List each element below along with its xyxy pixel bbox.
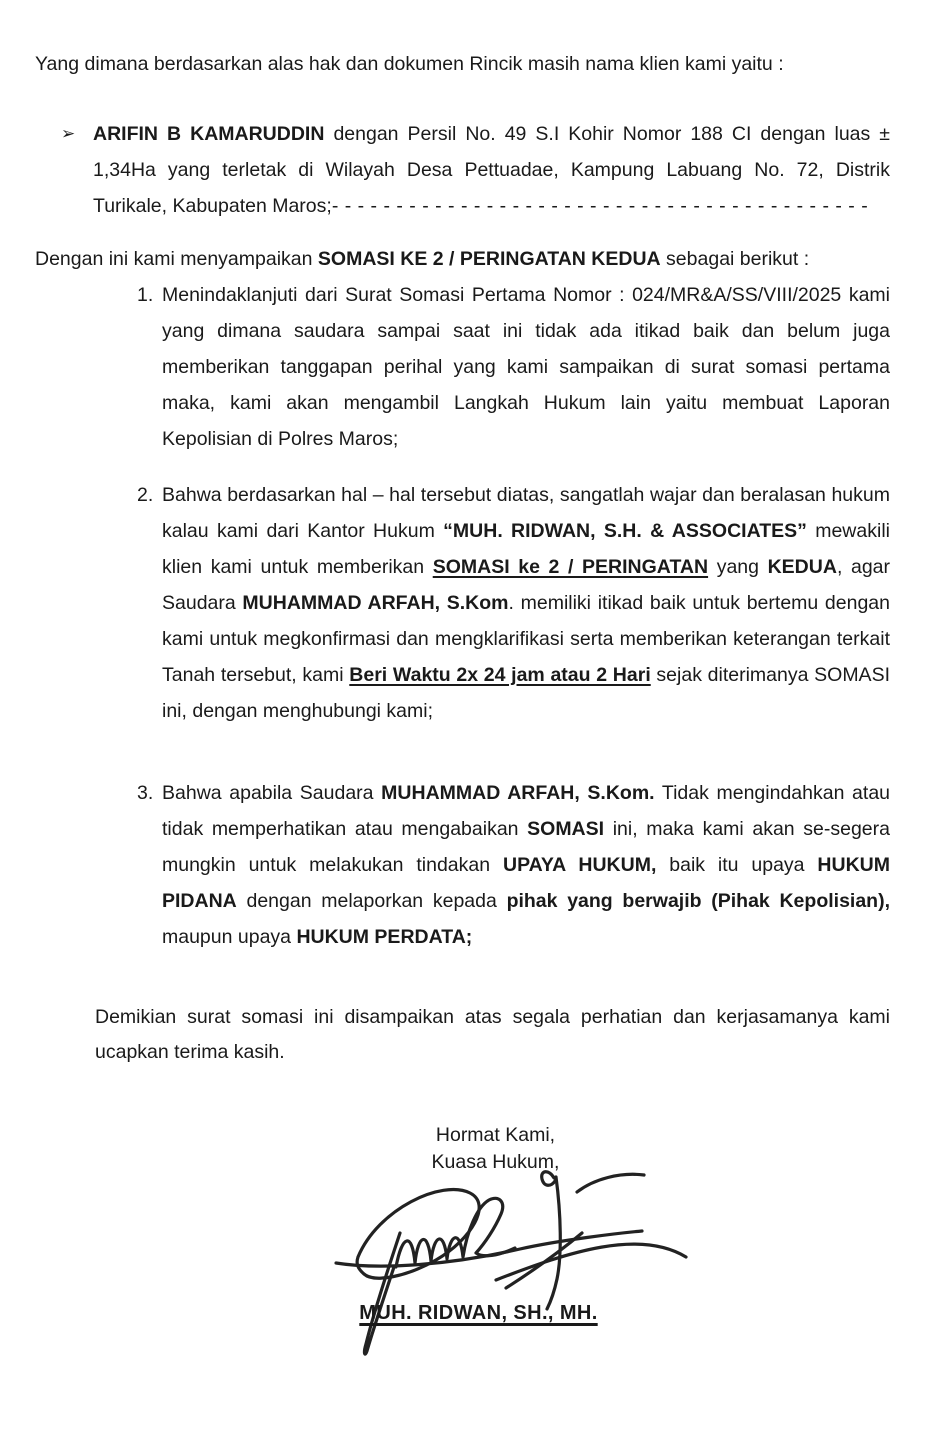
list-item-text: Bahwa apabila Saudara MUHAMMAD ARFAH, S.Kom. Tidak mengindahkan atau tidak memperhatikan atau mengabaikan SOMASI ini, maka kami akan se-segera mungkin untuk melakukan tindakan UPAYA HUKUM, baik itu upaya HUKUM PIDANA dengan melaporkan kepada pihak yang berwajib (Pihak Kepolisian), maupun upaya HUKUM PERDATA; bbox=[162, 782, 891, 948]
list-number: 1. bbox=[137, 284, 154, 306]
signer-name: MUH. RIDWAN, SH., MH. bbox=[359, 1302, 598, 1324]
closing-paragraph: Demikian surat somasi ini disampaikan atas segala perhatian dan kerjasamanya kami ucapkan terima kasih. bbox=[95, 1006, 890, 1063]
signature-area bbox=[35, 1176, 890, 1447]
arrow-bullet-icon: ➢ bbox=[61, 124, 76, 143]
list-number: 3. bbox=[137, 782, 154, 804]
client-bullet-item bbox=[35, 116, 890, 224]
list-number: 2. bbox=[137, 484, 154, 506]
filler-dashes: - - - - - - - - - - - - - - - - - - - - - - - - - - - - - - - - - - - - - - - - - - bbox=[331, 195, 869, 217]
list-item bbox=[35, 775, 890, 955]
somasi-lead-paragraph: Dengan ini kami menyampaikan SOMASI KE 2 / PERINGATAN KEDUA sebagai berikut : bbox=[35, 248, 810, 270]
list-item bbox=[35, 277, 890, 457]
client-bullet-text: ARIFIN B KAMARUDDIN dengan Persil No. 49 S.I Kohir Nomor 188 CI dengan luas ± 1,34Ha yang terletak di Wilayah Desa Pettuadae, Kampung Labuang No. 72, Distrik Turikale, Kabupaten Maros; bbox=[93, 123, 890, 217]
list-item-text: Bahwa berdasarkan hal – hal tersebut diatas, sangatlah wajar dan beralasan hukum kalau kami dari Kantor Hukum “MUH. RIDWAN, S.H. & ASSOCIATES” mewakili klien kami untuk memberikan SOMASI ke 2 / PERINGATAN yang KEDUA, agar Saudara MUHAMMAD ARFAH, S.Kom. memiliki itikad baik untuk bertemu dengan kami untuk megkonfirmasi dan mengklarifikasi serta memberikan keterangan terkait Tanah tersebut, kami Beri Waktu 2x 24 jam atau 2 Hari sejak diterimanya SOMASI ini, dengan menghubungi kami; bbox=[162, 484, 890, 722]
list-item bbox=[35, 477, 890, 729]
handwritten-signature-icon bbox=[320, 1157, 720, 1367]
intro-paragraph: Yang dimana berdasarkan alas hak dan dokumen Rincik masih nama klien kami yaitu : bbox=[35, 53, 784, 75]
signoff-salutation: Hormat Kami, bbox=[435, 1124, 556, 1146]
signoff-capacity: Kuasa Hukum, bbox=[431, 1151, 560, 1173]
list-item-text: Menindaklanjuti dari Surat Somasi Pertama Nomor : 024/MR&A/SS/VIII/2025 kami yang dimana saudara sampai saat ini tidak ada itikad baik dan belum juga memberikan tanggapan perihal yang kami sampaikan di surat somasi pertama maka, kami akan mengambil Langkah Hukum lain yaitu membuat Laporan Kepolisian di Polres Maros; bbox=[162, 284, 890, 450]
